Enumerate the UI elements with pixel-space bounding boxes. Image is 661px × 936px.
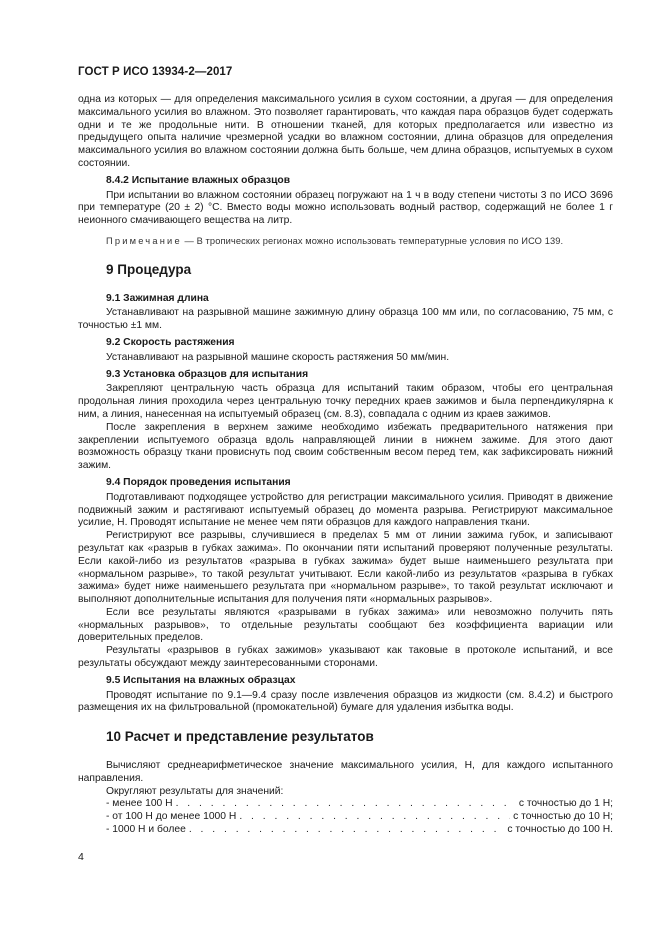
section-heading-10: 10 Расчет и представление результатов <box>106 729 374 745</box>
paragraph-9-4-a: Подготавливают подходящее устройство для регистрации максимального усилия. Приводят в движение подвижный зажим и растягивают испытуемый образец до момента разрыва. Регистрируют максимальное усилие, Н. Проводят испытание не менее чем пяти образцов для каждого направления ткани. <box>78 491 613 529</box>
section-heading-9: 9 Процедура <box>106 261 192 277</box>
rounding-range: - менее 100 Н <box>106 798 173 810</box>
rounding-precision: с точностью до 100 Н. <box>507 824 613 836</box>
rounding-item <box>106 798 613 811</box>
paragraph-10: Вычисляют среднеарифметическое значение максимального усилия, Н, для каждого испытанного направления. <box>78 760 613 784</box>
subsection-heading-9-4: 9.4 Порядок проведения испытания <box>106 476 291 488</box>
subsection-heading-8-4-2: 8.4.2 Испытание влажных образцов <box>106 174 291 186</box>
rounding-item <box>106 824 613 837</box>
rounding-intro: Округляют результаты для значений: <box>106 785 284 797</box>
paragraph-9-2: Устанавливают на разрывной машине скорость растяжения 50 мм/мин. <box>106 351 450 363</box>
page-number: 4 <box>78 851 84 863</box>
subsection-heading-9-3: 9.3 Установка образцов для испытания <box>106 368 309 380</box>
note-text: — В тропических регионах можно использовать температурные условия по ИСО 139. <box>181 235 564 246</box>
dot-leader <box>239 811 510 824</box>
rounding-range: - от 100 Н до менее 1000 Н <box>106 811 237 823</box>
paragraph-9-4-d: Результаты «разрывов в губках зажимов» указывают как таковые в протоколе испытаний, и все результаты обсуждают между заинтересованными сторонами. <box>78 645 613 670</box>
paragraph-9-4-b: Регистрируют все разрывы, случившиеся в пределах 5 мм от линии зажима губок, и записывают результат как «разрыв в губках зажима». По окончании пяти испытаний проверяют полученные результаты. Если какой-либо из результатов «разрыва в губках зажима» будет выше наименьшего результата при «нормальном разрыве», то такой результат учитывают. Если какой-либо из результатов «разрыва в губках зажима» будет ниже наименьшего результата при «нормальном разрыве», то такой результат исключают и выполняют дополнительные испытания для получения пяти «нормальных разрывов». <box>78 530 613 606</box>
subsection-heading-9-2: 9.2 Скорость растяжения <box>106 336 235 348</box>
rounding-list <box>106 786 613 837</box>
paragraph-9-5: Проводят испытание по 9.1—9.4 сразу после извлечения образцов из жидкости (см. 8.4.2) и быстрого размещения их на фильтровальной (промокательной) бумаге для удаления избытка воды. <box>78 689 613 714</box>
paragraph-9-4-c: Если все результаты являются «разрывами в губках зажима» или невозможно получить пять «нормальных разрывов», то отдельные результаты сообщают без коэффициента вариации или доверительных пределов. <box>78 606 613 644</box>
rounding-precision: с точностью до 10 Н; <box>513 811 613 823</box>
paragraph-9-3-b: После закрепления в верхнем зажиме необходимо избежать предварительного натяжения при закреплении испытуемого образца вдоль направляющей линии в нижнем зажиме. Для этого дают возможность образцу ткани провиснуть под своим собственным весом перед тем, как зафиксировать нижний зажим. <box>78 421 613 472</box>
subsection-heading-9-1: 9.1 Зажимная длина <box>106 292 209 304</box>
rounding-range: - 1000 Н и более <box>106 824 186 836</box>
paragraph-8-4-2: При испытании во влажном состоянии образец погружают на 1 ч в воду степени чистоты 3 по ИСО 3696 при температуре (20 ± 2) °С. Вместо воды можно использовать водный раствор, содержащий не более 1 г неионного смачивающего вещества на литр. <box>78 189 613 227</box>
paragraph-9-3-a: Закрепляют центральную часть образца для испытаний таким образом, чтобы его центральная продольная линия проходила через центральную точку передних краев зажимов и была перпендикулярна к ним, а линия, нанесенная на испытуемый образец (см. 8.3), совпадала с одним из краев зажимов. <box>78 383 613 420</box>
dot-leader <box>189 824 505 837</box>
rounding-item <box>106 811 613 824</box>
rounding-precision: с точностью до 1 Н; <box>518 798 613 810</box>
subsection-heading-9-5: 9.5 Испытания на влажных образцах <box>106 674 296 686</box>
intro-paragraph: одна из которых — для определения максимального усилия в сухом состоянии, а другая — для определения максимального усилия во влажном. Это позволяет гарантировать, что каждая пара образцов будет содержать одни и те же продольные нити. В отношении тканей, для которых предполагается или известно из предыдущего опыта наличие чрезмерной усадки во влажном состоянии, длина образцов для определения максимального усилия во влажном состоянии должна быть больше, чем длина образцов, испытуемых в сухом состоянии. <box>78 94 613 169</box>
dot-leader <box>176 798 516 811</box>
document-header: ГОСТ Р ИСО 13934-2—2017 <box>78 66 233 78</box>
document-body <box>78 94 613 837</box>
paragraph-9-1: Устанавливают на разрывной машине зажимную длину образца 100 мм или, по согласованию, 75 мм, с точностью ±1 мм. <box>78 307 613 332</box>
note-label: Примечание <box>106 235 182 246</box>
note <box>78 235 613 248</box>
